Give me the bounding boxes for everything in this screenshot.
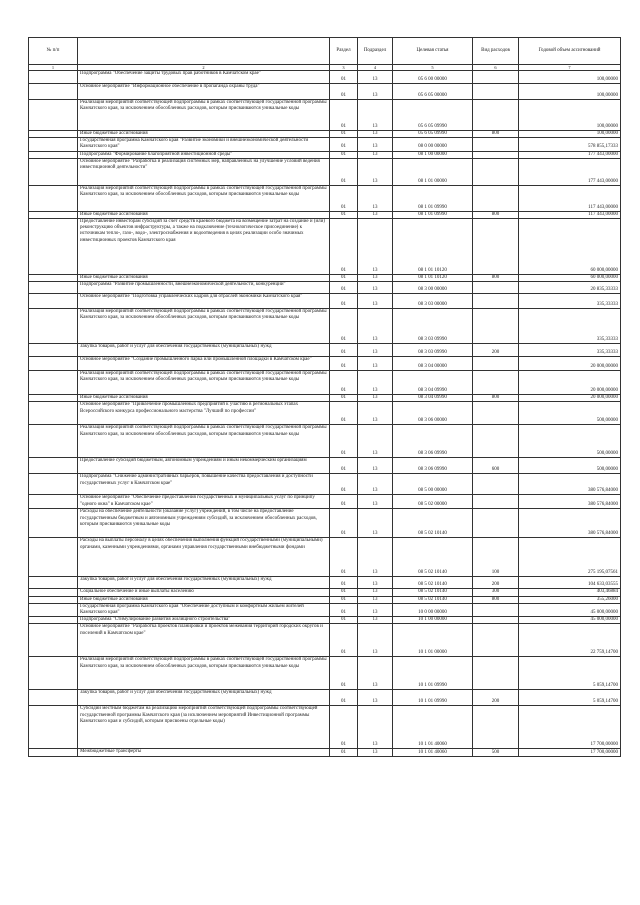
cell-exptype bbox=[473, 402, 519, 425]
cell-name: Государственная программа Камчатского края "Обеспечение доступным и комфортным жильем жителей Камчатского края" bbox=[78, 603, 330, 616]
cell-target: 08 1 01 00000 bbox=[393, 158, 473, 185]
cell-name: Основное мероприятие "Создание промышленного парка или промышленной площадки в Камчатском крае" bbox=[78, 357, 330, 371]
cell-target: 10 1 01 40060 bbox=[393, 749, 473, 757]
cell-exptype bbox=[473, 495, 519, 509]
cell-name: Реализация мероприятий соответствующей подпрограммы в рамках соответствующей государственной программы Камчатского края, за исключением обособленных расходов, которым присваиваются уникальные коды bbox=[78, 657, 330, 690]
cell-section: 01 bbox=[330, 309, 358, 344]
cell-num bbox=[29, 474, 78, 495]
cell-amount: 60 000,00000 bbox=[519, 275, 621, 282]
cell-subsection: 13 bbox=[358, 294, 393, 309]
cell-num bbox=[29, 402, 78, 425]
cell-section: 01 bbox=[330, 749, 358, 757]
cell-subsection: 13 bbox=[358, 100, 393, 131]
budget-table bbox=[28, 37, 621, 757]
cell-amount: 45 000,00000 bbox=[519, 617, 621, 624]
cell-target: 10 1 01 40060 bbox=[393, 706, 473, 749]
cell-exptype: 200 bbox=[473, 344, 519, 357]
table-row bbox=[29, 402, 621, 425]
cell-subsection: 13 bbox=[358, 158, 393, 185]
header-section: Раздел bbox=[330, 38, 358, 65]
cell-target: 08 3 04 09990 bbox=[393, 371, 473, 395]
table-row bbox=[29, 538, 621, 577]
cell-target: 08 5 02 10140 bbox=[393, 509, 473, 538]
cell-amount: 20 000,00000 bbox=[519, 395, 621, 402]
cell-section: 01 bbox=[330, 275, 358, 282]
cell-amount: 104 633,03555 bbox=[519, 577, 621, 589]
table-row bbox=[29, 138, 621, 151]
table-row bbox=[29, 706, 621, 749]
cell-section: 01 bbox=[330, 219, 358, 275]
cell-target: 08 5 00 00000 bbox=[393, 474, 473, 495]
cell-section: 01 bbox=[330, 151, 358, 158]
cell-subsection: 13 bbox=[358, 275, 393, 282]
cell-target: 08 1 01 10120 bbox=[393, 275, 473, 282]
cell-exptype: 800 bbox=[473, 211, 519, 218]
cell-num bbox=[29, 589, 78, 596]
cell-target: 10 0 00 00000 bbox=[393, 603, 473, 616]
table-row bbox=[29, 458, 621, 474]
cell-num bbox=[29, 577, 78, 589]
cell-name: Подпрограмма "Стимулирование развития жилищного строительства" bbox=[78, 617, 330, 624]
cell-section: 01 bbox=[330, 71, 358, 84]
cell-exptype bbox=[473, 84, 519, 100]
cell-amount: 100,00000 bbox=[519, 71, 621, 84]
cell-target: 08 5 02 10140 bbox=[393, 577, 473, 589]
cell-amount: 5 059,14700 bbox=[519, 657, 621, 690]
cell-target: 08 5 02 10140 bbox=[393, 596, 473, 603]
cell-amount: 335,33333 bbox=[519, 294, 621, 309]
cell-amount: 100,00000 bbox=[519, 100, 621, 131]
cell-amount: 20 000,00000 bbox=[519, 371, 621, 395]
cell-subsection: 13 bbox=[358, 211, 393, 218]
cell-subsection: 13 bbox=[358, 344, 393, 357]
cell-subsection: 13 bbox=[358, 474, 393, 495]
cell-amount: 380 576,84000 bbox=[519, 495, 621, 509]
table-row bbox=[29, 100, 621, 131]
cell-subsection: 13 bbox=[358, 402, 393, 425]
cell-num bbox=[29, 395, 78, 402]
cell-num bbox=[29, 131, 78, 138]
cell-target: 08 5 02 10140 bbox=[393, 538, 473, 577]
cell-name: Субсидии местным бюджетам на реализацию мероприятий соответствующей подпрограммы соответствующей государственной программы Камчатского края (за исключением мероприятий Инвестиционной программы Камчатского края и субсидий, которым присвоены отдельные коды) bbox=[78, 706, 330, 749]
table-row bbox=[29, 71, 621, 84]
cell-name: Основное мероприятие "Разработка проектов планировки и проектов межевания территорий городских округов и поселений в Камчатском крае" bbox=[78, 624, 330, 657]
cell-num bbox=[29, 495, 78, 509]
cell-subsection: 13 bbox=[358, 282, 393, 294]
cell-target: 08 3 06 09990 bbox=[393, 425, 473, 458]
cell-name: Межбюджетные трансферты bbox=[78, 749, 330, 757]
cell-name: Предоставление инвесторам субсидий за счет средств краевого бюджета на возмещение затрат на создание и (или) реконструкцию объектов инфраструктуры, а также на подключение (технологическое присоединение) к источникам тепло-, газо-, водо-, электроснабжения и водоотведения в целях реализации особо значимых инвестиционных проектов Камчатского края bbox=[78, 219, 330, 275]
table-body bbox=[29, 71, 621, 757]
cell-target: 08 3 04 09990 bbox=[393, 395, 473, 402]
cell-section: 01 bbox=[330, 624, 358, 657]
cell-num bbox=[29, 657, 78, 690]
table-row bbox=[29, 371, 621, 395]
table-row bbox=[29, 425, 621, 458]
table-row bbox=[29, 657, 621, 690]
cell-exptype bbox=[473, 294, 519, 309]
cell-section: 01 bbox=[330, 495, 358, 509]
cell-section: 01 bbox=[330, 706, 358, 749]
cell-target: 08 1 01 09990 bbox=[393, 211, 473, 218]
cell-num bbox=[29, 749, 78, 757]
table-row bbox=[29, 495, 621, 509]
cell-target: 08 3 06 00000 bbox=[393, 402, 473, 425]
table-row bbox=[29, 309, 621, 344]
cell-section: 01 bbox=[330, 617, 358, 624]
table-row bbox=[29, 185, 621, 211]
cell-target: 10 1 01 09990 bbox=[393, 657, 473, 690]
table-row bbox=[29, 151, 621, 158]
cell-exptype bbox=[473, 706, 519, 749]
table-row bbox=[29, 275, 621, 282]
cell-target: 05 6 00 00000 bbox=[393, 71, 473, 84]
table-row bbox=[29, 211, 621, 218]
cell-subsection: 13 bbox=[358, 495, 393, 509]
cell-section: 01 bbox=[330, 158, 358, 185]
table-row bbox=[29, 395, 621, 402]
table-row bbox=[29, 474, 621, 495]
cell-exptype: 800 bbox=[473, 131, 519, 138]
cell-subsection: 13 bbox=[358, 538, 393, 577]
table-row bbox=[29, 158, 621, 185]
cell-exptype bbox=[473, 617, 519, 624]
table-row bbox=[29, 589, 621, 596]
cell-num bbox=[29, 706, 78, 749]
cell-exptype bbox=[473, 425, 519, 458]
cell-target: 08 3 04 00000 bbox=[393, 357, 473, 371]
cell-subsection: 13 bbox=[358, 131, 393, 138]
cell-section: 01 bbox=[330, 294, 358, 309]
cell-num bbox=[29, 596, 78, 603]
cell-subsection: 13 bbox=[358, 749, 393, 757]
cell-section: 01 bbox=[330, 509, 358, 538]
cell-name: Подпрограмма "Развитие промышленности, внешнеэкономической деятельности, конкуренции" bbox=[78, 282, 330, 294]
cell-section: 01 bbox=[330, 371, 358, 395]
cell-subsection: 13 bbox=[358, 596, 393, 603]
column-number: 2 bbox=[78, 65, 330, 71]
table-row bbox=[29, 624, 621, 657]
cell-num bbox=[29, 151, 78, 158]
cell-target: 08 3 03 09990 bbox=[393, 344, 473, 357]
cell-target: 08 5 02 10140 bbox=[393, 589, 473, 596]
cell-subsection: 13 bbox=[358, 624, 393, 657]
cell-exptype: 200 bbox=[473, 577, 519, 589]
cell-target: 08 3 00 00000 bbox=[393, 282, 473, 294]
cell-num bbox=[29, 84, 78, 100]
table-row bbox=[29, 509, 621, 538]
cell-amount: 117 443,00000 bbox=[519, 211, 621, 218]
cell-exptype: 500 bbox=[473, 749, 519, 757]
cell-section: 01 bbox=[330, 603, 358, 616]
table-row bbox=[29, 294, 621, 309]
table-header-row bbox=[29, 38, 621, 65]
cell-target: 08 5 02 00000 bbox=[393, 495, 473, 509]
cell-subsection: 13 bbox=[358, 577, 393, 589]
table-row bbox=[29, 577, 621, 589]
cell-num bbox=[29, 294, 78, 309]
cell-exptype bbox=[473, 138, 519, 151]
cell-section: 01 bbox=[330, 100, 358, 131]
cell-name: Реализация мероприятий соответствующей подпрограммы в рамках соответствующей государственной программы Камчатского края, за исключением обособленных расходов, которым присваиваются уникальные коды bbox=[78, 371, 330, 395]
cell-name: Реализация мероприятий соответствующей подпрограммы в рамках соответствующей государственной программы Камчатского края, за исключением обособленных расходов, которым присваиваются уникальные коды bbox=[78, 309, 330, 344]
cell-amount: 17 700,00000 bbox=[519, 749, 621, 757]
cell-num bbox=[29, 219, 78, 275]
cell-amount: 20 000,00000 bbox=[519, 357, 621, 371]
table-row bbox=[29, 131, 621, 138]
cell-target: 08 0 00 00000 bbox=[393, 138, 473, 151]
cell-num bbox=[29, 185, 78, 211]
cell-subsection: 13 bbox=[358, 185, 393, 211]
column-number: 5 bbox=[393, 65, 473, 71]
cell-exptype: 800 bbox=[473, 275, 519, 282]
cell-name: Основное мероприятие "Подготовка управленческих кадров для отраслей экономики Камчатского края" bbox=[78, 294, 330, 309]
cell-name: Закупка товаров, работ и услуг для обеспечения государственных (муниципальных) нужд bbox=[78, 344, 330, 357]
cell-num bbox=[29, 100, 78, 131]
cell-name: Социальное обеспечение и иные выплаты населению bbox=[78, 589, 330, 596]
header-exptype: Вид расходов bbox=[473, 38, 519, 65]
cell-section: 01 bbox=[330, 425, 358, 458]
cell-amount: 500,00000 bbox=[519, 425, 621, 458]
cell-section: 01 bbox=[330, 282, 358, 294]
cell-exptype bbox=[473, 509, 519, 538]
cell-amount: 380 576,84000 bbox=[519, 474, 621, 495]
cell-subsection: 13 bbox=[358, 509, 393, 538]
cell-subsection: 13 bbox=[358, 589, 393, 596]
cell-section: 01 bbox=[330, 577, 358, 589]
table-row bbox=[29, 617, 621, 624]
cell-target: 05 6 05 09990 bbox=[393, 100, 473, 131]
cell-num bbox=[29, 211, 78, 218]
cell-target: 10 1 01 09990 bbox=[393, 690, 473, 706]
header-subsection: Подраздел bbox=[358, 38, 393, 65]
cell-num bbox=[29, 158, 78, 185]
header-target: Целевая статья bbox=[393, 38, 473, 65]
cell-exptype: 800 bbox=[473, 596, 519, 603]
cell-name: Основное мероприятие "Обеспечение предоставления государственных и муниципальных услуг по принципу "одного окна" в Камчатском крае" bbox=[78, 495, 330, 509]
cell-name: Иные бюджетные ассигнования bbox=[78, 131, 330, 138]
cell-num bbox=[29, 690, 78, 706]
cell-name: Иные бюджетные ассигнования bbox=[78, 395, 330, 402]
cell-name: Предоставление субсидий бюджетным, автономным учреждениям и иным некоммерческим организациям bbox=[78, 458, 330, 474]
cell-amount: 335,33333 bbox=[519, 344, 621, 357]
table-row bbox=[29, 596, 621, 603]
header-num: № п/п bbox=[29, 38, 78, 65]
cell-exptype bbox=[473, 657, 519, 690]
cell-section: 01 bbox=[330, 474, 358, 495]
cell-amount: 335,33333 bbox=[519, 309, 621, 344]
cell-exptype bbox=[473, 219, 519, 275]
cell-section: 01 bbox=[330, 185, 358, 211]
cell-section: 01 bbox=[330, 402, 358, 425]
cell-exptype: 300 bbox=[473, 589, 519, 596]
column-number: 1 bbox=[29, 65, 78, 71]
cell-subsection: 13 bbox=[358, 425, 393, 458]
cell-subsection: 13 bbox=[358, 219, 393, 275]
cell-exptype bbox=[473, 603, 519, 616]
cell-section: 01 bbox=[330, 131, 358, 138]
cell-name: Закупка товаров, работ и услуг для обеспечения государственных (муниципальных) нужд bbox=[78, 690, 330, 706]
cell-exptype bbox=[473, 71, 519, 84]
cell-section: 01 bbox=[330, 395, 358, 402]
header-name bbox=[78, 38, 330, 65]
cell-section: 01 bbox=[330, 538, 358, 577]
table-row bbox=[29, 84, 621, 100]
cell-section: 01 bbox=[330, 211, 358, 218]
cell-target: 08 1 01 09990 bbox=[393, 185, 473, 211]
cell-exptype bbox=[473, 151, 519, 158]
table-row bbox=[29, 749, 621, 757]
cell-subsection: 13 bbox=[358, 71, 393, 84]
cell-section: 01 bbox=[330, 690, 358, 706]
cell-amount: 578 855,17333 bbox=[519, 138, 621, 151]
table-row bbox=[29, 282, 621, 294]
cell-num bbox=[29, 275, 78, 282]
cell-subsection: 13 bbox=[358, 617, 393, 624]
cell-name: Закупка товаров, работ и услуг для обеспечения государственных (муниципальных) нужд bbox=[78, 577, 330, 589]
cell-num bbox=[29, 357, 78, 371]
cell-name: Реализация мероприятий соответствующей подпрограммы в рамках соответствующей государственной программы Камчатского края, за исключением обособленных расходов, которым присваиваются уникальные коды bbox=[78, 425, 330, 458]
cell-section: 01 bbox=[330, 458, 358, 474]
cell-subsection: 13 bbox=[358, 138, 393, 151]
cell-name: Расходы на обеспечение деятельности (оказание услуг) учреждений, в том числе на предоставление государственным бюджетным и автономным учреждениям субсидий, за исключением обособленных расходов, которым присваиваются уникальные коды bbox=[78, 509, 330, 538]
cell-exptype bbox=[473, 158, 519, 185]
cell-target: 08 1 01 10120 bbox=[393, 219, 473, 275]
cell-target: 10 1 01 00000 bbox=[393, 624, 473, 657]
cell-amount: 100,00000 bbox=[519, 131, 621, 138]
cell-subsection: 13 bbox=[358, 603, 393, 616]
cell-section: 01 bbox=[330, 589, 358, 596]
cell-subsection: 13 bbox=[358, 458, 393, 474]
cell-section: 01 bbox=[330, 84, 358, 100]
cell-target: 08 1 00 00000 bbox=[393, 151, 473, 158]
cell-amount: 500,00000 bbox=[519, 402, 621, 425]
cell-amount: 177 443,00000 bbox=[519, 158, 621, 185]
cell-amount: 60 000,00000 bbox=[519, 219, 621, 275]
cell-num bbox=[29, 509, 78, 538]
cell-exptype bbox=[473, 282, 519, 294]
cell-num bbox=[29, 425, 78, 458]
cell-exptype bbox=[473, 371, 519, 395]
cell-subsection: 13 bbox=[358, 690, 393, 706]
cell-num bbox=[29, 603, 78, 616]
cell-subsection: 13 bbox=[358, 657, 393, 690]
cell-amount: 20 835,33333 bbox=[519, 282, 621, 294]
cell-amount: 177 443,00000 bbox=[519, 151, 621, 158]
cell-section: 01 bbox=[330, 596, 358, 603]
cell-section: 01 bbox=[330, 344, 358, 357]
column-number: 6 bbox=[473, 65, 519, 71]
cell-exptype: 600 bbox=[473, 458, 519, 474]
cell-section: 01 bbox=[330, 357, 358, 371]
cell-name: Реализация мероприятий соответствующей подпрограммы в рамках соответствующей государственной программы Камчатского края, за исключением обособленных расходов, которым присваиваются уникальные коды bbox=[78, 100, 330, 131]
cell-subsection: 13 bbox=[358, 151, 393, 158]
cell-subsection: 13 bbox=[358, 357, 393, 371]
cell-name: Подпрограмма "Формирование благоприятной инвестиционной среды" bbox=[78, 151, 330, 158]
cell-num bbox=[29, 344, 78, 357]
cell-amount: 22 759,14700 bbox=[519, 624, 621, 657]
cell-target: 10 1 00 00000 bbox=[393, 617, 473, 624]
cell-name: Подпрограмма "Снижение административных барьеров, повышение качества предоставления и доступности государственных услуг в Камчатском крае" bbox=[78, 474, 330, 495]
cell-section: 01 bbox=[330, 138, 358, 151]
cell-section: 01 bbox=[330, 657, 358, 690]
cell-exptype bbox=[473, 624, 519, 657]
cell-name: Иные бюджетные ассигнования bbox=[78, 275, 330, 282]
cell-amount: 500,00000 bbox=[519, 458, 621, 474]
cell-amount: 403,46884 bbox=[519, 589, 621, 596]
cell-exptype bbox=[473, 185, 519, 211]
cell-exptype: 200 bbox=[473, 690, 519, 706]
cell-num bbox=[29, 458, 78, 474]
cell-num bbox=[29, 282, 78, 294]
cell-target: 05 6 05 00000 bbox=[393, 84, 473, 100]
cell-exptype bbox=[473, 309, 519, 344]
cell-amount: 355,26000 bbox=[519, 596, 621, 603]
cell-num bbox=[29, 71, 78, 84]
cell-amount: 5 059,14700 bbox=[519, 690, 621, 706]
cell-amount: 275 195,07561 bbox=[519, 538, 621, 577]
cell-subsection: 13 bbox=[358, 309, 393, 344]
cell-exptype bbox=[473, 474, 519, 495]
table-row bbox=[29, 690, 621, 706]
table-row bbox=[29, 603, 621, 616]
cell-name: Основное мероприятие "Информационное обеспечение в пропаганда охраны труда" bbox=[78, 84, 330, 100]
cell-exptype bbox=[473, 357, 519, 371]
cell-name: Подпрограмма "Обеспечение защиты трудовых прав работников в Камчатском крае" bbox=[78, 71, 330, 84]
column-number: 3 bbox=[330, 65, 358, 71]
column-number: 4 bbox=[358, 65, 393, 71]
cell-num bbox=[29, 617, 78, 624]
cell-name: Основное мероприятие "Привлечение промышленных предприятий к участию в региональных этапах Всероссийского конкурса профессионального мастерства "Лучший по профессии" bbox=[78, 402, 330, 425]
cell-exptype: 100 bbox=[473, 538, 519, 577]
cell-exptype bbox=[473, 100, 519, 131]
cell-amount: 17 700,00000 bbox=[519, 706, 621, 749]
cell-subsection: 13 bbox=[358, 395, 393, 402]
table-row bbox=[29, 357, 621, 371]
cell-num bbox=[29, 371, 78, 395]
cell-name: Основное мероприятие "Разработка и реализация системных мер, направленных на улучшение условий ведения инвестиционной деятельности" bbox=[78, 158, 330, 185]
cell-num bbox=[29, 624, 78, 657]
cell-exptype: 800 bbox=[473, 395, 519, 402]
cell-num bbox=[29, 138, 78, 151]
cell-amount: 45 000,00000 bbox=[519, 603, 621, 616]
cell-name: Расходы на выплаты персоналу в целях обеспечения выполнения функций государственными (муниципальными) органами, казенными учреждениями, органами управления государственными внебюджетными фондами bbox=[78, 538, 330, 577]
column-number: 7 bbox=[519, 65, 621, 71]
cell-subsection: 13 bbox=[358, 84, 393, 100]
table-row bbox=[29, 219, 621, 275]
cell-amount: 380 576,84000 bbox=[519, 509, 621, 538]
cell-name: Государственная программа Камчатского края "Развитие экономики и внешнеэкономической деятельности Камчатского края" bbox=[78, 138, 330, 151]
header-amount: Годовой объем ассигнований bbox=[519, 38, 621, 65]
cell-subsection: 13 bbox=[358, 371, 393, 395]
cell-num bbox=[29, 309, 78, 344]
table-row bbox=[29, 344, 621, 357]
cell-name: Реализация мероприятий соответствующей подпрограммы в рамках соответствующей государственной программы Камчатского края, за исключением обособленных расходов, которым присваиваются уникальные коды bbox=[78, 185, 330, 211]
cell-target: 08 3 03 00000 bbox=[393, 294, 473, 309]
cell-amount: 117 443,00000 bbox=[519, 185, 621, 211]
cell-name: Иные бюджетные ассигнования bbox=[78, 596, 330, 603]
cell-subsection: 13 bbox=[358, 706, 393, 749]
cell-target: 08 3 06 09990 bbox=[393, 458, 473, 474]
cell-name: Иные бюджетные ассигнования bbox=[78, 211, 330, 218]
cell-target: 08 3 03 09990 bbox=[393, 309, 473, 344]
cell-target: 05 6 05 09990 bbox=[393, 131, 473, 138]
cell-num bbox=[29, 538, 78, 577]
cell-amount: 100,00000 bbox=[519, 84, 621, 100]
